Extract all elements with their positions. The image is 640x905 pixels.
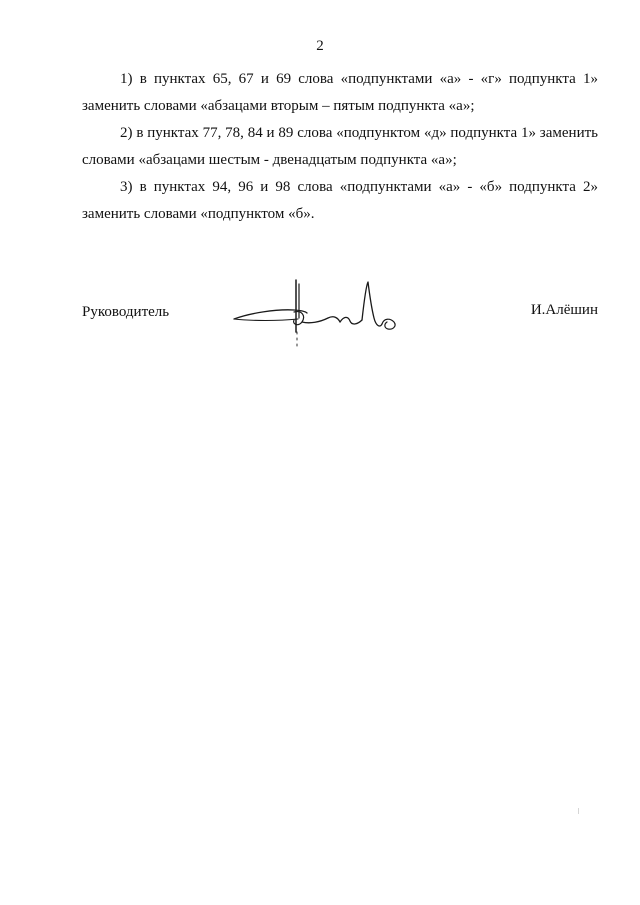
paragraph-2: 2) в пунктах 77, 78, 84 и 89 слова «подпунктом «д» подпункта 1» заменить словами «абзацами шестым - двенадцатым подпункта «а»;: [82, 125, 598, 168]
document-body: [82, 66, 598, 228]
signer-name: И.Алёшин: [530, 302, 598, 318]
signer-title: Руководитель: [82, 304, 170, 320]
signature-block: [82, 272, 598, 372]
paragraph-3: 3) в пунктах 94, 96 и 98 слова «подпунктами «а» - «б» подпункта 2» заменить словами «подпунктом «б».: [82, 179, 598, 222]
page-number: 2: [316, 38, 324, 54]
handwritten-signature: [228, 272, 408, 372]
paragraph-1: 1) в пунктах 65, 67 и 69 слова «подпунктами «а» - «г» подпункта 1» заменить словами «абзацами вторым – пятым подпункта «а»;: [82, 71, 598, 114]
scan-artifact: [578, 808, 579, 814]
